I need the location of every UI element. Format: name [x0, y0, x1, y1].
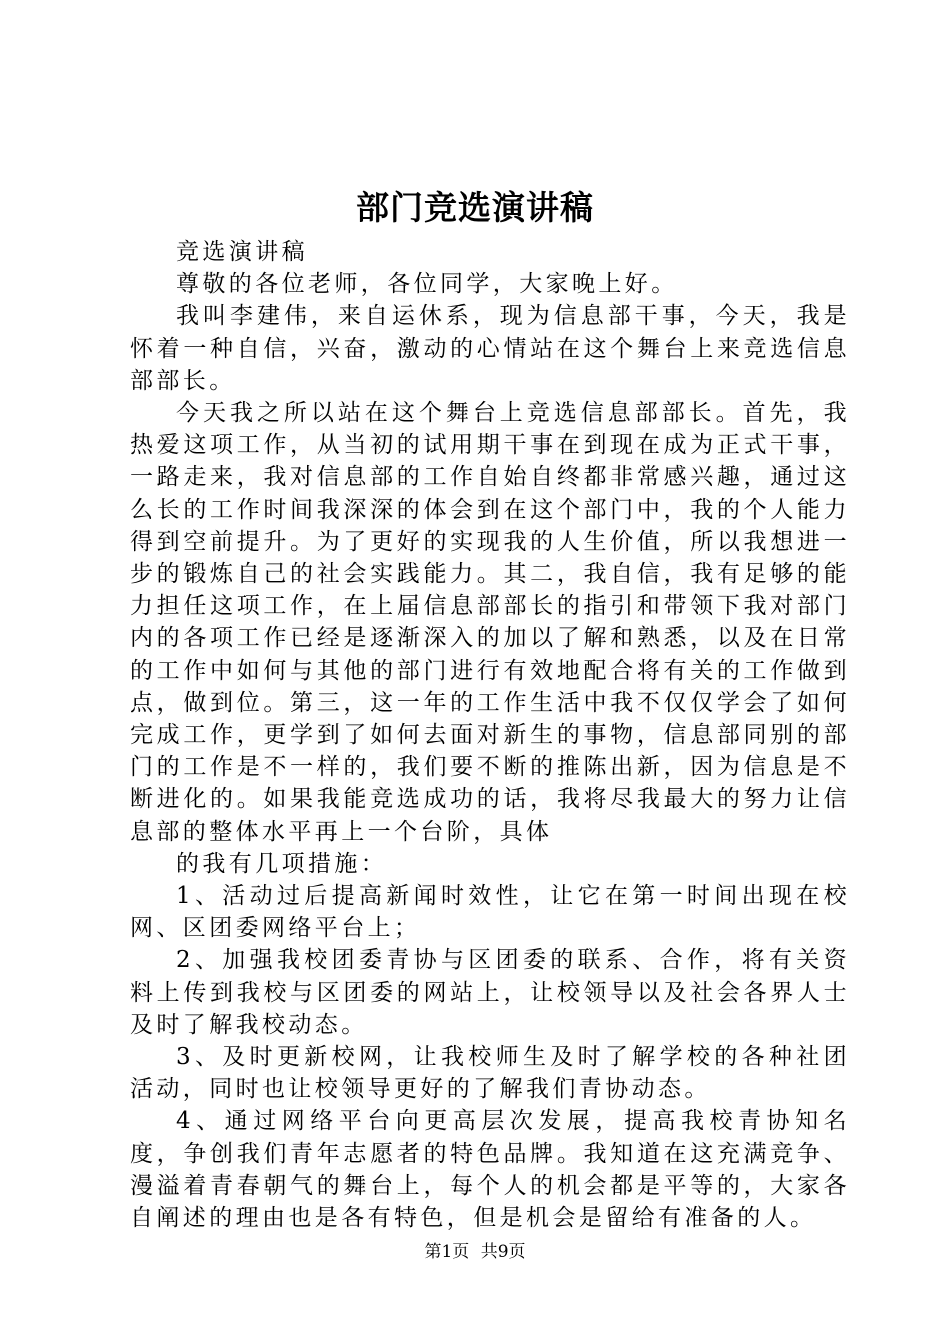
page-total: 共9页	[480, 1242, 526, 1262]
paragraph-measure-3: 3、及时更新校网，让我校师生及时了解学校的各种社团活动，同时也让校领导更好的了解我们青协动态。	[130, 1044, 850, 1103]
page-footer	[0, 1240, 950, 1264]
paragraph-reasons: 今天我之所以站在这个舞台上竞选信息部部长。首先，我热爱这项工作，从当初的试用期干事在到现在成为正式干事，一路走来，我对信息部的工作自始自终都非常感兴趣，通过这么长的工作时间我深深的体会到在这个部门中，我的个人能力得到空前提升。为了更好的实现我的人生价值，所以我想进一步的锻炼自己的社会实践能力。其二，我自信，我有足够的能力担任这项工作，在上届信息部部长的指引和带领下我对部门内的各项工作已经是逐渐深入的加以了解和熟悉，以及在日常的工作中如何与其他的部门进行有效地配合将有关的工作做到点，做到位。第三，这一年的工作生活中我不仅仅学会了如何完成工作，更学到了如何去面对新生的事物，信息部同别的部门的工作是不一样的，我们要不断的推陈出新，因为信息是不断进化的。如果我能竞选成功的话，我将尽我最大的努力让信息部的整体水平再上一个台阶，具体	[130, 400, 850, 845]
paragraph-greeting: 尊敬的各位老师，各位同学，大家晚上好。	[176, 271, 678, 298]
document-body	[130, 236, 850, 1234]
paragraph-subtitle: 竞选演讲稿	[176, 239, 308, 265]
paragraph-introduction: 我叫李建伟，来自运休系，现为信息部干事，今天，我是怀着一种自信，兴奋，激动的心情站在这个舞台上来竞选信息部部长。	[130, 303, 850, 394]
document-title: 部门竞选演讲稿	[356, 188, 594, 227]
paragraph-measure-4: 4、通过网络平台向更高层次发展，提高我校青协知名度，争创我们青年志愿者的特色品牌。我知道在这充满竞争、漫溢着青春朝气的舞台上，每个人的机会都是平等的，大家各自阐述的理由也是各有特色，但是机会是留给有准备的人。	[130, 1108, 850, 1232]
page-number: 第1页	[424, 1242, 470, 1262]
paragraph-measures-intro: 的我有几项措施：	[176, 850, 388, 877]
paragraph-measure-1: 1、活动过后提高新闻时效性，让它在第一时间出现在校网、区团委网络平台上；	[130, 883, 850, 942]
paragraph-measure-2: 2、加强我校团委青协与区团委的联系、合作，将有关资料上传到我校与区团委的网站上，让校领导以及社会各界人士及时了解我校动态。	[130, 947, 850, 1038]
